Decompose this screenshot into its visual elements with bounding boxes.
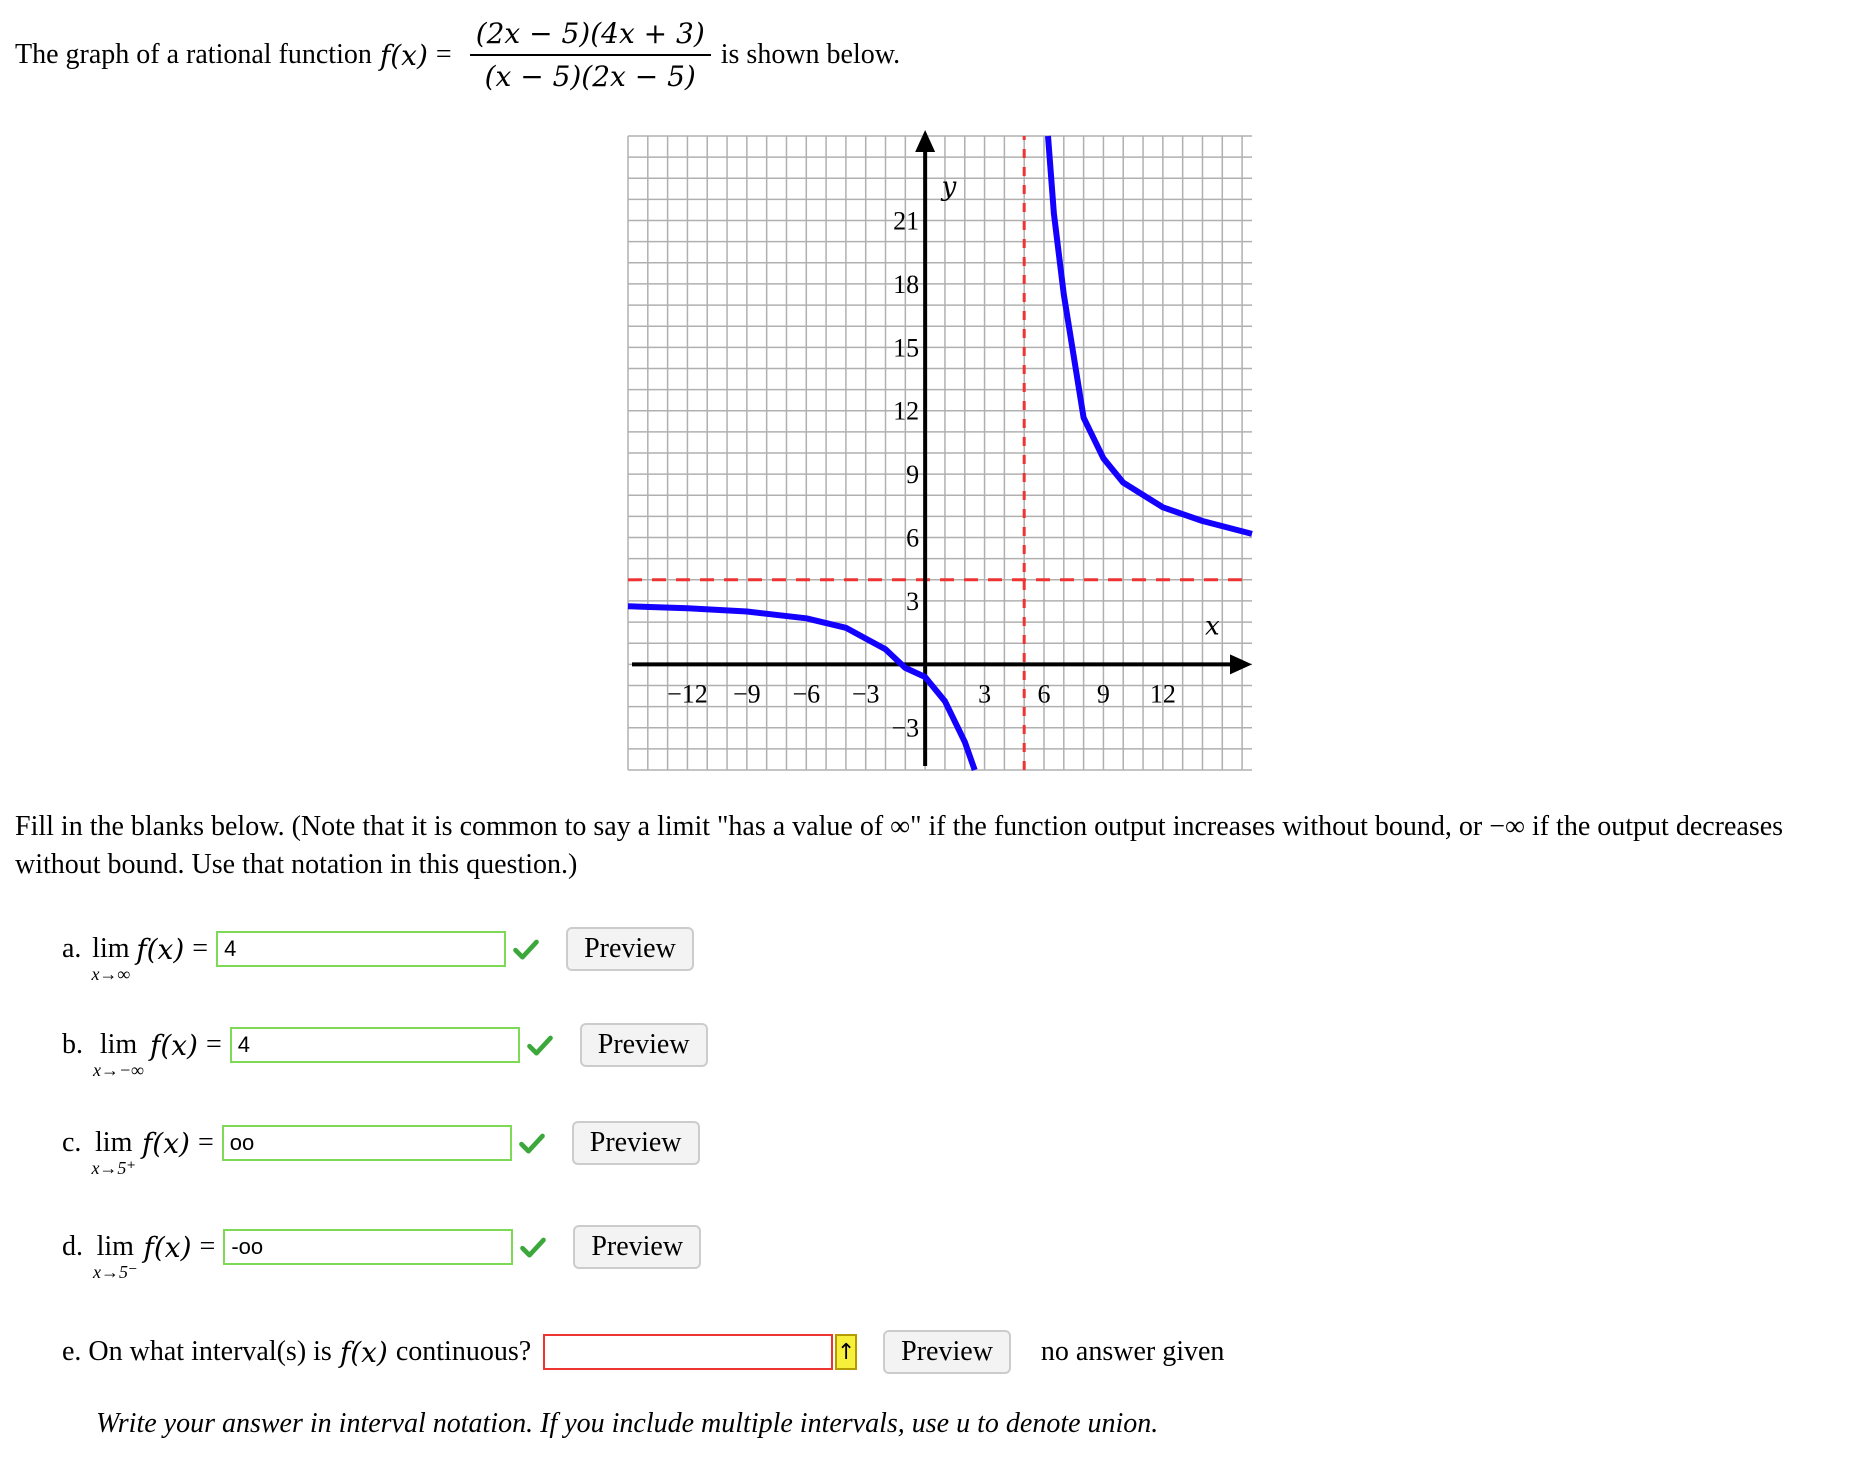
answer-input-a[interactable] (216, 931, 506, 967)
y-tick-label: 21 (893, 206, 920, 236)
function-name: f(x) (379, 38, 428, 72)
answer-input-e[interactable] (543, 1334, 833, 1370)
x-axis-arrow (1230, 654, 1252, 674)
y-tick-label: 18 (893, 269, 920, 299)
instructions: Fill in the blanks below. (Note that it is common to say a limit "has a value of ∞" if the function output increases without bound, or −∞ if the output decreases without bound. Use that notation in this question.) (15, 811, 1784, 880)
function-name: f(x) (143, 1230, 192, 1264)
lim-subscript: x→−∞ (93, 1060, 144, 1080)
question-label: a. (62, 933, 82, 964)
equals-sign: = (197, 1127, 214, 1158)
x-tick-label: 9 (1096, 679, 1110, 709)
lim-word: lim (96, 1231, 134, 1262)
lim-subscript: x→∞ (91, 964, 131, 984)
y-tick-label: 6 (906, 523, 920, 553)
question-label: d. (62, 1231, 83, 1262)
question-e-label-2: continuous? (395, 1336, 532, 1367)
equals-sign: = (205, 1029, 222, 1060)
warning-arrow-icon: ↑ (835, 1334, 857, 1370)
lim-word: lim (99, 1029, 138, 1060)
y-axis-arrow (915, 130, 935, 152)
x-tick-label: −3 (851, 679, 880, 709)
function-name: f(x) (141, 1126, 190, 1160)
limit-notation (93, 1030, 144, 1080)
answer-input-c[interactable] (222, 1125, 512, 1161)
question-a (62, 924, 694, 984)
fraction-numerator: (2x − 5)(4x + 3) (470, 17, 711, 56)
correct-check-icon (526, 1031, 554, 1059)
x-tick-label: −9 (733, 679, 761, 709)
answer-input-b[interactable] (230, 1027, 520, 1063)
function-graph (620, 128, 1260, 778)
y-tick-label: −3 (891, 713, 920, 743)
lim-word: lim (95, 1127, 133, 1158)
function-name: f(x) (136, 932, 185, 966)
x-axis-label: x (1205, 611, 1220, 642)
graph-grid (628, 136, 1252, 770)
intro-line (15, 10, 900, 100)
limit-notation (93, 1232, 138, 1282)
question-e (62, 1330, 1224, 1374)
lim-subscript: x→5⁺ (91, 1158, 136, 1178)
question-e-label: e. On what interval(s) is (62, 1336, 332, 1367)
equals-sign: = (435, 39, 452, 70)
x-tick-label: 12 (1149, 679, 1176, 709)
x-tick-label: −12 (667, 679, 708, 709)
equals-sign: = (192, 933, 209, 964)
function-fraction (470, 17, 711, 93)
fraction-denominator: (x − 5)(2x − 5) (484, 60, 696, 93)
x-tick-label: −6 (792, 679, 821, 709)
interval-note: Write your answer in interval notation. If you include multiple intervals, use u to denote union. (96, 1408, 1159, 1439)
question-label: b. (62, 1029, 83, 1060)
question-b (62, 1020, 708, 1080)
question-label: c. (62, 1127, 82, 1158)
limit-notation (91, 934, 130, 984)
preview-button-a[interactable]: Preview (566, 927, 694, 971)
x-tick-label: 3 (978, 679, 992, 709)
question-c (62, 1118, 700, 1178)
lim-word: lim (92, 933, 130, 964)
intro-suffix: is shown below. (720, 39, 901, 70)
y-tick-label: 15 (893, 333, 920, 363)
function-name: f(x) (149, 1028, 198, 1062)
preview-button-e[interactable]: Preview (883, 1330, 1011, 1374)
correct-check-icon (512, 935, 540, 963)
y-axis-label: y (941, 172, 957, 203)
lim-subscript: x→5⁻ (93, 1262, 138, 1282)
graph-axes (632, 130, 1252, 766)
preview-button-c[interactable]: Preview (572, 1121, 700, 1165)
y-tick-label: 12 (893, 396, 920, 426)
y-tick-label: 3 (906, 586, 920, 616)
function-name: f(x) (339, 1335, 388, 1369)
intro-prefix: The graph of a rational function (15, 39, 372, 70)
question-d (62, 1222, 701, 1282)
limit-notation (91, 1128, 136, 1178)
correct-check-icon (518, 1129, 546, 1157)
answer-status: no answer given (1040, 1336, 1225, 1367)
answer-input-d[interactable] (223, 1229, 513, 1265)
correct-check-icon (519, 1233, 547, 1261)
preview-button-b[interactable]: Preview (580, 1023, 708, 1067)
y-tick-label: 9 (906, 460, 920, 490)
equals-sign: = (199, 1231, 216, 1262)
x-tick-label: 6 (1037, 679, 1051, 709)
preview-button-d[interactable]: Preview (573, 1225, 701, 1269)
